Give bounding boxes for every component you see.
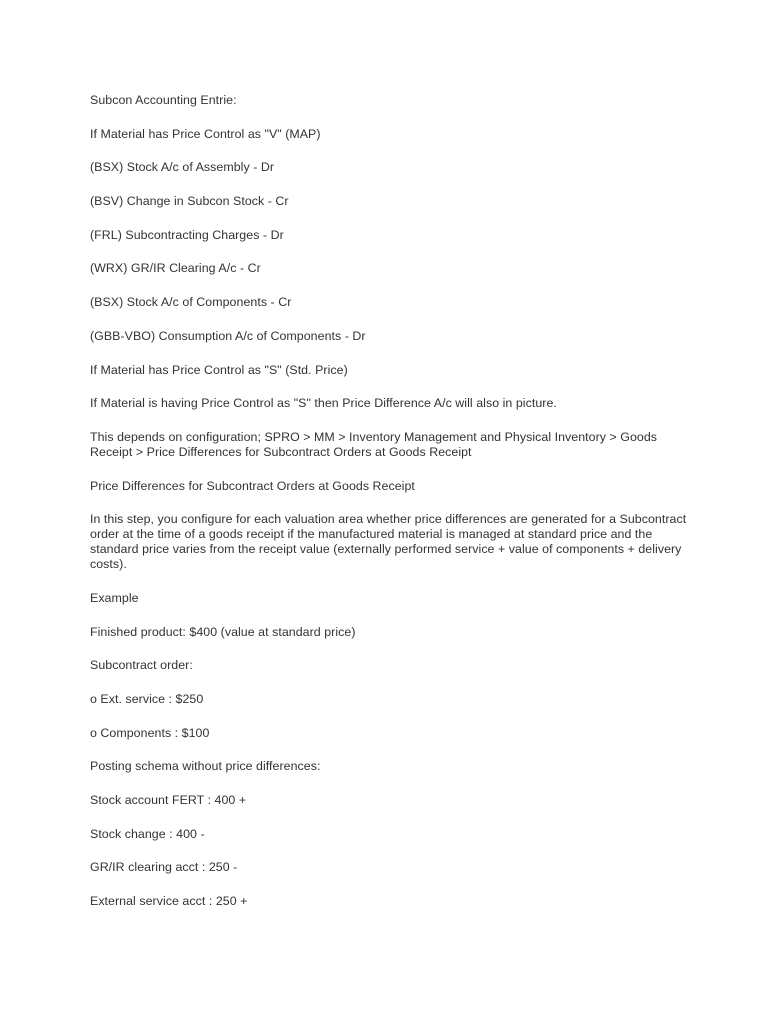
entry-line: (FRL) Subcontracting Charges - Dr [90,227,284,242]
entry-line: (BSV) Change in Subcon Stock - Cr [90,194,289,209]
example-line: o Ext. service : $250 [90,692,204,706]
entry-line: (BSX) Stock A/c of Components - Cr [90,295,292,310]
document-body [90,93,690,928]
doc-title: Subcon Accounting Entrie: [90,93,237,107]
example-line: Finished product: $400 (value at standard price) [90,624,356,639]
posting-line: External service acct : 250 + [90,894,248,909]
section-heading-price-diff: Price Differences for Subcontract Orders at Goods Receipt [90,478,415,493]
entry-line: (GBB-VBO) Consumption A/c of Components - Dr [90,328,366,343]
example-line: o Components : $100 [90,725,210,740]
entry-line: (WRX) GR/IR Clearing A/c - Cr [90,261,261,276]
section-heading-map: If Material has Price Control as "V" (MAP) [90,126,321,141]
posting-line: Stock change : 400 - [90,826,205,841]
posting-line: Stock account FERT : 400 + [90,793,247,808]
posting-line: GR/IR clearing acct : 250 - [90,860,238,875]
config-path-paragraph: This depends on configuration; SPRO > MM > Inventory Management and Physical Inventory > Goods Receipt > Price Differences for Subcontract Orders at Goods Receipt [90,429,658,459]
posting-schema-heading: Posting schema without price differences: [90,759,321,774]
example-heading: Example [90,590,139,605]
section-heading-std: If Material has Price Control as "S" (Std. Price) [90,362,348,377]
body-paragraph: If Material is having Price Control as "S" then Price Difference A/c will also in picture. [90,396,557,411]
description-paragraph: In this step, you configure for each valuation area whether price differences are generated for a Subcontract order at the time of a goods receipt if the manufactured material is managed at standard price and the standard price varies from the receipt value (externally performed service + value of components + delivery costs). [90,512,687,572]
example-line: Subcontract order: [90,658,193,673]
entry-line: (BSX) Stock A/c of Assembly - Dr [90,160,275,175]
